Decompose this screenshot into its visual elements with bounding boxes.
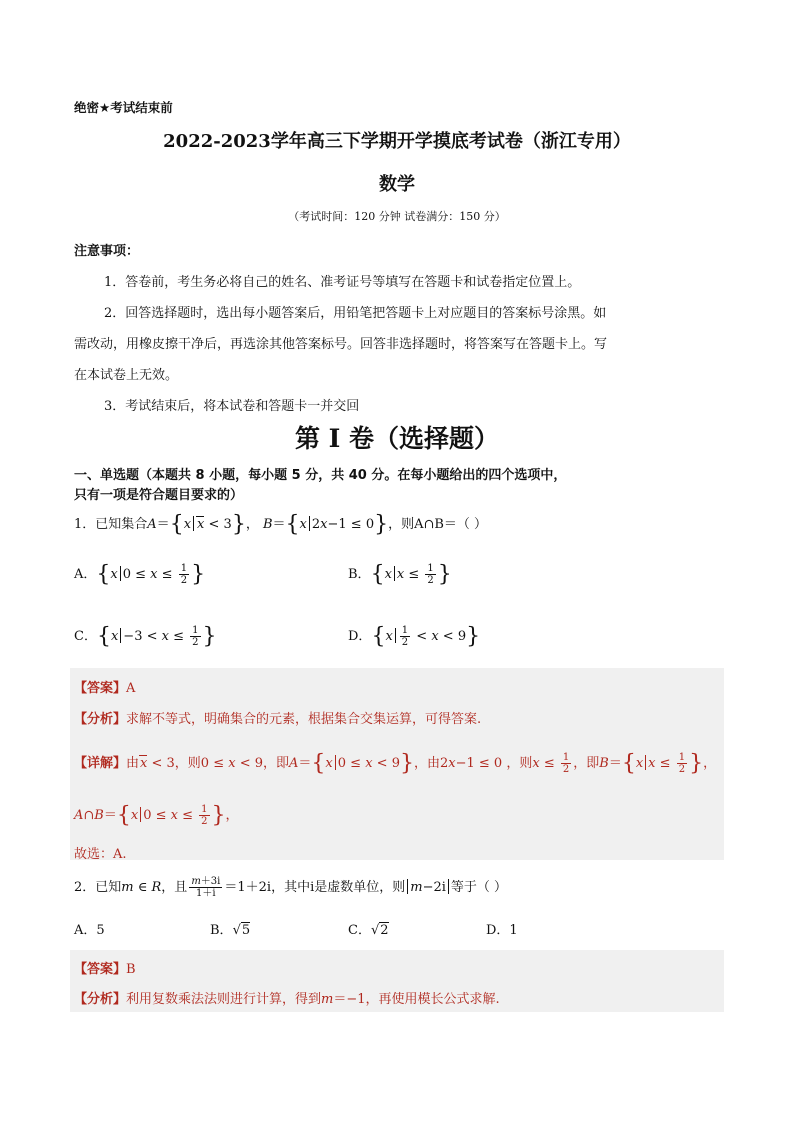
- q1-option-b[interactable]: B．{x x ≤ $\frac{1}{2}$ }: [348, 562, 452, 587]
- question-1: 1．已知集合A＝{x x < 3}， B＝{x 2x−1 ≤ 0}，则A∩B＝（ ）: [74, 512, 488, 537]
- subject-title: 数学: [379, 174, 415, 195]
- notice-item-2: 2．回答选择题时，选出每小题答案后，用铅笔把答题卡上对应题目的答案标号涂黑。如: [104, 306, 607, 321]
- notice-item-2-cont: 需改动，用橡皮擦干净后，再选涂其他答案标号。回答非选择题时，将答案写在答题卡上。写: [74, 337, 608, 352]
- q2-option-b[interactable]: B．√5: [210, 923, 251, 938]
- q1-option-d[interactable]: D．{x $\frac{1}{2}$ < x < 9}: [348, 624, 481, 649]
- q1-analysis: 【分析】求解不等式，明确集合的元素，根据集合交集运算，可得答案.: [74, 712, 482, 727]
- section-heading-line2: 只有一项是符合题目要求的）: [74, 488, 244, 503]
- question-2: 2．已知m ∈ R，且 $\frac{m+3i}{1+i}$ ＝1＋2i，其中i是虚数单位，则 m−2i 等于（ ）: [74, 876, 508, 899]
- question-2-middle: ，其中i是虚数单位，则: [271, 880, 406, 895]
- q1-detail: 【详解】由x < 3，则0 ≤ x < 9，即A＝{x 0 ≤ x < 9}，由2x−1 ≤ 0 ，则x ≤ $\frac{1}{2}$ ，即B＝{x x ≤ $\frac{1}{2}$ }，: [74, 751, 717, 776]
- exam-time-info: （考试时间：120 分钟 试卷满分：150 分）: [288, 210, 506, 223]
- q1-answer: 【答案】A: [74, 681, 136, 696]
- q2-option-a[interactable]: A．5: [74, 923, 105, 938]
- q2-option-d[interactable]: D．1: [486, 923, 518, 938]
- question-1-suffix: ，则A∩B＝（ ）: [388, 517, 488, 532]
- q2-option-c[interactable]: C．√2: [348, 923, 389, 938]
- question-2-suffix: 等于（ ）: [450, 880, 508, 895]
- q1-option-c[interactable]: C．{x −3 < x ≤ $\frac{1}{2}$ }: [74, 624, 217, 649]
- section-heading-line1: 一、单选题（本题共 8 小题，每小题 5 分，共 40 分。在每小题给出的四个选项中，: [74, 468, 567, 483]
- confidential-label: 绝密★考试结束前: [74, 100, 173, 115]
- q2-analysis: 【分析】利用复数乘法法则进行计算，得到m＝−1，再使用模长公式求解.: [74, 992, 500, 1007]
- q1-conclusion: 故选：A.: [74, 847, 127, 862]
- notice-heading: 注意事项：: [74, 244, 140, 259]
- question-2-prefix: 2．已知: [74, 880, 122, 895]
- exam-title: 2022-2023学年高三下学期开学摸底考试卷（浙江专用）: [163, 131, 631, 152]
- notice-item-3: 3．考试结束后，将本试卷和答题卡一并交回: [104, 399, 360, 414]
- q1-option-a[interactable]: A．{x 0 ≤ x ≤ $\frac{1}{2}$ }: [74, 562, 206, 587]
- q2-answer: 【答案】B: [74, 962, 136, 977]
- notice-item-1: 1．答卷前，考生务必将自己的姓名、准考证号等填写在答题卡和试卷指定位置上。: [104, 275, 581, 290]
- q1-detail-intersection: A∩B＝{x 0 ≤ x ≤ $\frac{1}{2}$ }，: [74, 803, 239, 828]
- notice-item-2-end: 在本试卷上无效。: [74, 368, 179, 383]
- question-1-prefix: 1．已知集合: [74, 517, 148, 532]
- part-title: 第 I 卷（选择题）: [294, 424, 500, 453]
